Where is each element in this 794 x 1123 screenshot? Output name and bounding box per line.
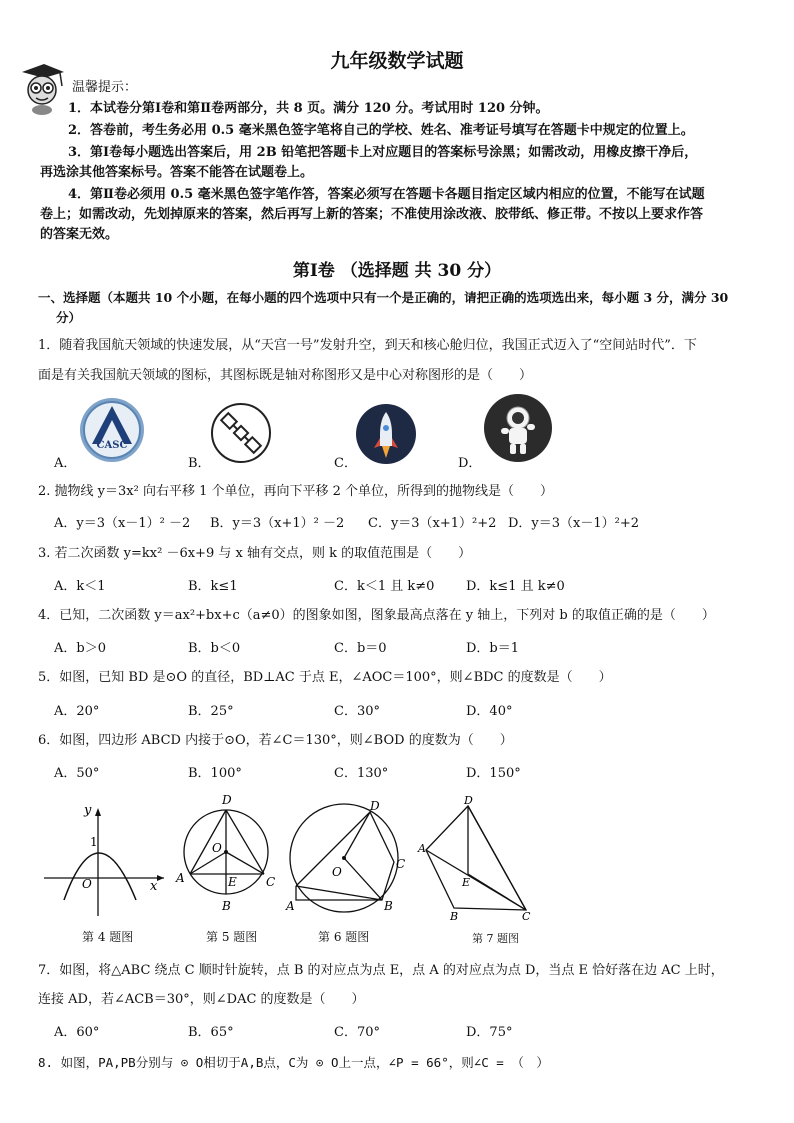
fig4-x-label: x (150, 879, 158, 894)
figure-6-caption: 第 6 题图 (318, 930, 370, 944)
fig4-origin-label: O (82, 877, 92, 891)
q1-option-d: D． (458, 456, 482, 471)
fig5-b-label: B (222, 899, 231, 913)
fig5-c-label: C (266, 875, 276, 889)
satellite-icon (210, 402, 272, 464)
fig7-d-label: D (464, 794, 473, 807)
fig4-y-label: y (84, 803, 92, 818)
q5-option-b: B．25° (188, 704, 234, 719)
section-instruction-cont: 分） (56, 310, 82, 325)
q1-option-b: B． (188, 456, 211, 471)
tip-item-3: 3．第Ⅰ卷每小题选出答案后，用 2B 铅笔把答题卡上对应题目的答案标号涂黑；如需改动，用橡皮擦干净后， (68, 145, 698, 160)
question-2-text: 2. 抛物线 y＝3x² 向右平移 1 个单位，再向下平移 2 个单位，所得到的抛物线是（ ） (38, 484, 554, 499)
figure-4-parabola (40, 800, 170, 920)
figure-7-triangle (416, 794, 540, 924)
fig6-d-label: D (370, 799, 380, 813)
q3-option-a: A．k＜1 (54, 579, 106, 594)
student-mascot-icon (18, 62, 66, 116)
tip-item-3-cont: 再选涂其他答案标号。答案不能答在试题卷上。 (40, 165, 314, 180)
tip-item-1: 1．本试卷分第Ⅰ卷和第Ⅱ卷两部分，共 8 页。满分 120 分。考试用时 120 分钟。 (68, 101, 549, 116)
q7-option-c: C．70° (334, 1025, 380, 1040)
q4-option-d: D．b＝1 (466, 641, 520, 656)
question-1-text: 1．随着我国航天领域的快速发展，从“天宫一号”发射升空，到天和核心舱归位，我国正式迈入了“空间站时代”．下 (38, 338, 697, 353)
rocket-icon (356, 404, 416, 464)
q1-option-c: C． (334, 456, 357, 471)
fig4-one-label: 1 (90, 835, 98, 849)
section-title: 第Ⅰ卷 （选择题 共 30 分） (292, 261, 502, 281)
q3-option-c: C．k＜1 且 k≠0 (334, 579, 435, 594)
q7-option-d: D．75° (466, 1025, 513, 1040)
tips-label: 温馨提示： (72, 80, 138, 95)
fig7-a-label: A (418, 842, 426, 855)
question-8-text: 8. 如图，PA,PB分别与 ⊙ O相切于A,B点，C为 ⊙ O上一点，∠P = 66°，则∠C = （ ） (38, 1055, 549, 1070)
q4-option-b: B．b＜0 (188, 641, 241, 656)
figure-4-caption: 第 4 题图 (82, 930, 134, 944)
figure-5-circle (172, 790, 282, 918)
section-instruction: 一、选择题（本题共 10 个小题，在每小题的四个选项中只有一个是正确的，请把正确的选项选出来，每小题 3 分，满分 30 (38, 290, 729, 305)
q6-option-c: C．130° (334, 766, 389, 781)
question-7-text: 7．如图，将△ABC 绕点 C 顺时针旋转，点 B 的对应点为点 E，点 A 的对应点为点 D，当点 E 恰好落在边 AC 上时， (38, 963, 724, 978)
q5-option-d: D．40° (466, 704, 513, 719)
q3-option-d: D．k≤1 且 k≠0 (466, 579, 565, 594)
q1-option-a: A． (54, 456, 77, 471)
q2-option-a: A．y＝3（x－1）² －2 (54, 516, 191, 531)
q5-option-c: C．30° (334, 704, 380, 719)
q6-option-a: A．50° (54, 766, 100, 781)
q3-option-b: B．k≤1 (188, 579, 238, 594)
q6-option-b: B．100° (188, 766, 242, 781)
fig7-c-label: C (522, 910, 531, 923)
tip-item-2: 2．答卷前，考生务必用 0.5 毫米黑色签字笔将自己的学校、姓名、准考证号填写在答题卡中规定的位置上。 (68, 123, 694, 138)
question-4-text: 4．已知，二次函数 y＝ax²+bx+c（a≠0）的图象如图，图象最高点落在 y 轴上，下列对 b 的取值正确的是（ ） (38, 608, 715, 623)
question-3-text: 3. 若二次函数 y=kx² －6x+9 与 x 轴有交点，则 k 的取值范围是（ ） (38, 546, 472, 561)
q7-option-b: B．65° (188, 1025, 234, 1040)
figure-5-caption: 第 5 题图 (206, 930, 258, 944)
q5-option-a: A．20° (54, 704, 100, 719)
casc-logo-icon (78, 396, 146, 464)
tip-item-4-cont: 卷上；如需改动，先划掉原来的答案，然后再写上新的答案；不准使用涂改液、胶带纸、修正带。不按以上要求作答 (40, 207, 704, 222)
figure-7-caption: 第 7 题图 (472, 932, 519, 945)
fig6-o-label: O (332, 865, 342, 879)
fig5-a-label: A (176, 871, 185, 885)
question-7-text-cont: 连接 AD，若∠ACB＝30°，则∠DAC 的度数是（ ） (38, 992, 365, 1007)
fig5-d-label: D (222, 793, 232, 807)
astronaut-icon (484, 394, 552, 462)
q4-option-c: C．b＝0 (334, 641, 387, 656)
question-6-text: 6．如图，四边形 ABCD 内接于⊙O，若∠C＝130°，则∠BOD 的度数为（ ） (38, 733, 513, 748)
fig6-a-label: A (286, 899, 295, 913)
casc-logo-text: CASC (96, 440, 128, 451)
q6-option-d: D．150° (466, 766, 521, 781)
fig6-c-label: C (396, 857, 406, 871)
tip-item-4-end: 的答案无效。 (40, 227, 119, 242)
fig7-b-label: B (450, 910, 459, 923)
fig5-e-label: E (228, 875, 237, 889)
fig6-b-label: B (384, 899, 393, 913)
question-5-text: 5．如图，已知 BD 是⊙O 的直径，BD⊥AC 于点 E，∠AOC＝100°，则∠BDC 的度数是（ ） (38, 670, 612, 685)
question-1-text-cont: 面是有关我国航天领域的图标，其图标既是轴对称图形又是中心对称图形的是（ ） (38, 368, 533, 383)
fig7-e-label: E (462, 876, 471, 889)
fig5-o-label: O (212, 841, 222, 855)
q2-option-c: C．y＝3（x+1）²+2 (368, 516, 497, 531)
q7-option-a: A．60° (54, 1025, 100, 1040)
tip-item-4: 4．第Ⅱ卷必须用 0.5 毫米黑色签字笔作答，答案必须写在答题卡各题目指定区域内相应的位置，不能写在试题 (68, 187, 705, 202)
q2-option-b: B．y＝3（x+1）² －2 (210, 516, 345, 531)
figure-6-cyclic-quadrilateral (282, 796, 412, 920)
q4-option-a: A．b＞0 (54, 641, 106, 656)
q2-option-d: D．y＝3（x－1）²+2 (508, 516, 640, 531)
page-title: 九年级数学试题 (330, 50, 464, 72)
